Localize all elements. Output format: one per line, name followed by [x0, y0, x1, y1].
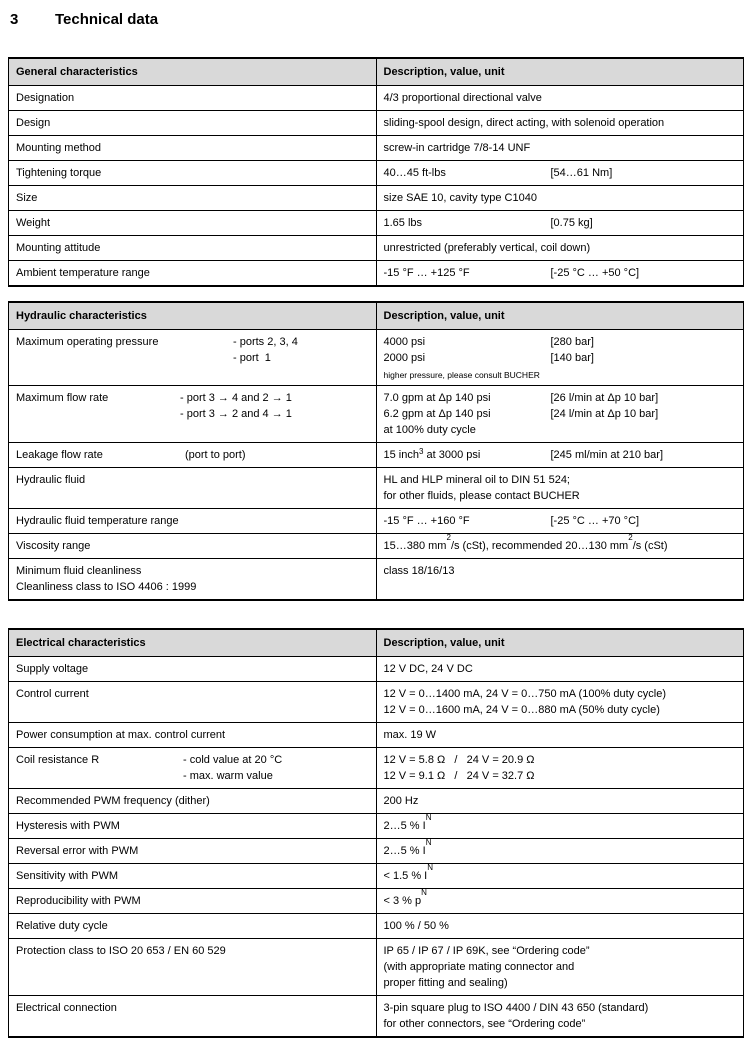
value-line: for other fluids, please contact BUCHER	[383, 490, 580, 502]
value-line: unrestricted (preferably vertical, coil down)	[383, 242, 591, 254]
row-value	[376, 682, 744, 723]
table-row	[9, 509, 744, 534]
row-value	[376, 996, 744, 1038]
row-sublabel-line: - ports 2, 3, 4	[233, 336, 298, 348]
value-primary: 40…45 ft-lbs	[383, 167, 446, 179]
row-label-line: Minimum fluid cleanliness	[16, 565, 142, 577]
row-value	[376, 161, 744, 186]
row-label	[9, 748, 377, 789]
row-label-line: Maximum operating pressure	[16, 336, 159, 348]
value-line: 4/3 proportional directional valve	[383, 92, 542, 104]
value-line: IP 65 / IP 67 / IP 69K, see “Ordering code”	[383, 945, 590, 957]
table-row	[9, 534, 744, 559]
table-header-label: Electrical characteristics	[9, 629, 377, 657]
table-head	[9, 302, 744, 330]
table-row	[9, 839, 744, 864]
table-header-description: Description, value, unit	[376, 58, 744, 86]
value-metric: [0.75 kg]	[550, 217, 593, 229]
row-value	[376, 789, 744, 814]
table-row	[9, 723, 744, 748]
row-value	[376, 330, 744, 386]
row-value	[376, 559, 744, 601]
table-row	[9, 186, 744, 211]
row-sublabel-line: - port 3 → 2 and 4 → 1	[180, 408, 292, 420]
row-label	[9, 559, 377, 601]
row-label	[9, 261, 377, 287]
row-label	[9, 111, 377, 136]
value-line	[384, 390, 737, 406]
table-row	[9, 211, 744, 236]
table-header-row	[9, 58, 744, 86]
value-line	[384, 334, 737, 350]
row-label-line: Electrical connection	[16, 1002, 117, 1014]
table-electrical	[8, 628, 744, 1038]
row-sublabels	[233, 334, 298, 366]
table-header-row	[9, 302, 744, 330]
value-line: screw-in cartridge 7/8-14 UNF	[383, 142, 531, 154]
row-label-line: Designation	[16, 92, 75, 104]
value-line	[384, 265, 737, 281]
value-line: 100 % / 50 %	[383, 920, 449, 932]
row-label-line: Ambient temperature range	[16, 267, 150, 279]
table-head	[9, 58, 744, 86]
row-sublabel-line: - port 3 → 4 and 2 → 1	[180, 392, 292, 404]
row-label-line: Protection class to ISO 20 653 / EN 60 529	[16, 945, 226, 957]
row-label	[9, 86, 377, 111]
section-number: 3	[10, 11, 19, 28]
row-sublabels	[183, 752, 282, 784]
table-hydraulic	[8, 301, 744, 601]
value-line: 200 Hz	[383, 795, 419, 807]
row-label	[9, 996, 377, 1038]
row-label-line: Hysteresis with PWM	[16, 820, 120, 832]
row-label	[9, 509, 377, 534]
row-value	[376, 443, 744, 468]
value-metric: [26 l/min at Δp 10 bar]	[550, 392, 659, 404]
row-label	[9, 864, 377, 889]
value-line: HL and HLP mineral oil to DIN 51 524;	[383, 474, 570, 486]
row-value	[376, 657, 744, 682]
row-value	[376, 468, 744, 509]
value-primary: 2000 psi	[383, 352, 426, 364]
row-label	[9, 682, 377, 723]
row-value	[376, 186, 744, 211]
row-label-line: Weight	[16, 217, 51, 229]
row-label-line: Tightening torque	[16, 167, 102, 179]
table-header-row	[9, 629, 744, 657]
value-line: 12 V = 0…1400 mA, 24 V = 0…750 mA (100% duty cycle)	[383, 688, 666, 700]
row-label-line: Reversal error with PWM	[16, 845, 139, 857]
table-row	[9, 443, 744, 468]
value-line: proper fitting and sealing)	[383, 977, 508, 989]
value-line: max. 19 W	[383, 729, 437, 741]
section-heading	[10, 10, 744, 30]
table-row	[9, 682, 744, 723]
row-label-line: Coil resistance R	[16, 754, 100, 766]
row-sublabel-line: - max. warm value	[183, 770, 273, 782]
value-metric: [24 l/min at Δp 10 bar]	[550, 408, 659, 420]
row-label-line: Design	[16, 117, 51, 129]
table-row	[9, 996, 744, 1038]
table-row	[9, 889, 744, 914]
row-label	[9, 161, 377, 186]
value-line	[384, 165, 737, 181]
row-label	[9, 939, 377, 996]
table-row	[9, 386, 744, 443]
table-header-label: Hydraulic characteristics	[9, 302, 377, 330]
value-primary: 4000 psi	[383, 336, 426, 348]
value-metric: [140 bar]	[550, 352, 594, 364]
row-value	[376, 261, 744, 287]
row-label-line: Mounting attitude	[16, 242, 101, 254]
row-label-line: Cleanliness class to ISO 4406 : 1999	[16, 581, 197, 593]
value-metric: [54…61 Nm]	[550, 167, 613, 179]
row-value	[376, 748, 744, 789]
tables	[8, 57, 744, 1038]
value-metric: [280 bar]	[550, 336, 594, 348]
value-line: 2…5 % I N	[383, 838, 432, 857]
value-line: at 100% duty cycle	[383, 424, 476, 436]
row-label	[9, 889, 377, 914]
value-line: 12 V = 0…1600 mA, 24 V = 0…880 mA (50% duty cycle)	[383, 704, 660, 716]
value-line: 12 V DC, 24 V DC	[383, 663, 473, 675]
row-label-line: Supply voltage	[16, 663, 89, 675]
table-row	[9, 657, 744, 682]
row-label-line: Maximum flow rate	[16, 392, 109, 404]
value-line: 12 V = 9.1 Ω / 24 V = 32.7 Ω	[383, 770, 535, 782]
value-metric: [-25 °C … +50 °C]	[550, 267, 640, 279]
value-line: 12 V = 5.8 Ω / 24 V = 20.9 Ω	[383, 754, 535, 766]
value-primary: 6.2 gpm at Δp 140 psi	[383, 408, 491, 420]
value-line	[384, 215, 737, 231]
row-label-line: Leakage flow rate	[16, 449, 103, 461]
value-line	[384, 406, 737, 422]
value-line: (with appropriate mating connector and	[383, 961, 575, 973]
table-general	[8, 57, 744, 287]
row-value	[376, 111, 744, 136]
value-line: for other connectors, see “Ordering code”	[383, 1018, 586, 1030]
table-row	[9, 161, 744, 186]
table-head	[9, 629, 744, 657]
row-value	[376, 211, 744, 236]
table-row	[9, 136, 744, 161]
row-value	[376, 534, 744, 559]
row-value	[376, 236, 744, 261]
table-row	[9, 939, 744, 996]
value-primary: -15 °F … +125 °F	[383, 267, 470, 279]
value-line: 3-pin square plug to ISO 4400 / DIN 43 650 (standard)	[383, 1002, 649, 1014]
row-value	[376, 814, 744, 839]
row-label	[9, 839, 377, 864]
table-row	[9, 86, 744, 111]
value-line: 2…5 % I N	[383, 813, 432, 832]
table-body	[9, 657, 744, 1038]
value-line: sliding-spool design, direct acting, with solenoid operation	[383, 117, 665, 129]
row-label-line: Recommended PWM frequency (dither)	[16, 795, 210, 807]
table-row	[9, 330, 744, 386]
row-sublabels	[180, 390, 292, 422]
value-line: 15…380 mm 2 /s (cSt), recommended 20…130 mm 2 /s (cSt)	[383, 533, 668, 552]
value-line: size SAE 10, cavity type C1040	[383, 192, 537, 204]
row-value	[376, 386, 744, 443]
row-label	[9, 236, 377, 261]
value-line: class 18/16/13	[383, 565, 455, 577]
row-label-line: Mounting method	[16, 142, 101, 154]
table-row	[9, 111, 744, 136]
value-line: < 3 % p N	[383, 888, 427, 907]
table-body	[9, 330, 744, 601]
value-primary: 1.65 lbs	[383, 217, 423, 229]
table-row	[9, 914, 744, 939]
value-line	[384, 513, 737, 529]
row-value	[376, 723, 744, 748]
row-label	[9, 443, 377, 468]
row-label-line: Viscosity range	[16, 540, 91, 552]
row-label-line: Reproducibility with PWM	[16, 895, 141, 907]
row-label	[9, 136, 377, 161]
row-value	[376, 86, 744, 111]
row-label	[9, 914, 377, 939]
row-sublabel-line: (port to port)	[185, 449, 246, 461]
row-value	[376, 839, 744, 864]
table-row	[9, 864, 744, 889]
table-row	[9, 236, 744, 261]
section-title: Technical data	[55, 11, 159, 28]
row-label	[9, 386, 377, 443]
row-label	[9, 657, 377, 682]
value-primary: -15 °F … +160 °F	[383, 515, 470, 527]
value-primary: 7.0 gpm at Δp 140 psi	[383, 392, 491, 404]
table-row	[9, 814, 744, 839]
row-label	[9, 789, 377, 814]
row-label	[9, 723, 377, 748]
row-label	[9, 468, 377, 509]
row-value	[376, 509, 744, 534]
row-sublabel-line: - port 1	[233, 352, 271, 364]
table-row	[9, 261, 744, 287]
table-header-description: Description, value, unit	[376, 302, 744, 330]
row-label-line: Hydraulic fluid temperature range	[16, 515, 179, 527]
row-label-line: Power consumption at max. control current	[16, 729, 226, 741]
table-row	[9, 748, 744, 789]
table-header-label: General characteristics	[9, 58, 377, 86]
row-label	[9, 211, 377, 236]
row-label-line: Size	[16, 192, 38, 204]
table-row	[9, 468, 744, 509]
value-primary: 15 inch$^3$ at 3000 psi	[383, 447, 481, 461]
row-value	[376, 889, 744, 914]
table-row	[9, 559, 744, 601]
value-line: < 1.5 % I N	[383, 863, 434, 882]
row-value	[376, 914, 744, 939]
row-value	[376, 864, 744, 889]
value-metric: [-25 °C … +70 °C]	[550, 515, 640, 527]
value-note: higher pressure, please consult BUCHER	[383, 370, 540, 380]
row-sublabel-line: - cold value at 20 °C	[183, 754, 283, 766]
table-row	[9, 789, 744, 814]
table-header-description: Description, value, unit	[376, 629, 744, 657]
row-value	[376, 136, 744, 161]
row-label-line: Control current	[16, 688, 89, 700]
row-sublabels	[185, 447, 246, 463]
row-label-line: Sensitivity with PWM	[16, 870, 119, 882]
value-metric: [245 ml/min at 210 bar]	[550, 449, 664, 461]
table-body	[9, 86, 744, 287]
row-label	[9, 534, 377, 559]
row-label-line: Relative duty cycle	[16, 920, 108, 932]
value-line	[384, 447, 737, 463]
value-line	[384, 350, 737, 366]
row-label	[9, 814, 377, 839]
row-value	[376, 939, 744, 996]
row-label	[9, 330, 377, 386]
row-label	[9, 186, 377, 211]
row-label-line: Hydraulic fluid	[16, 474, 86, 486]
